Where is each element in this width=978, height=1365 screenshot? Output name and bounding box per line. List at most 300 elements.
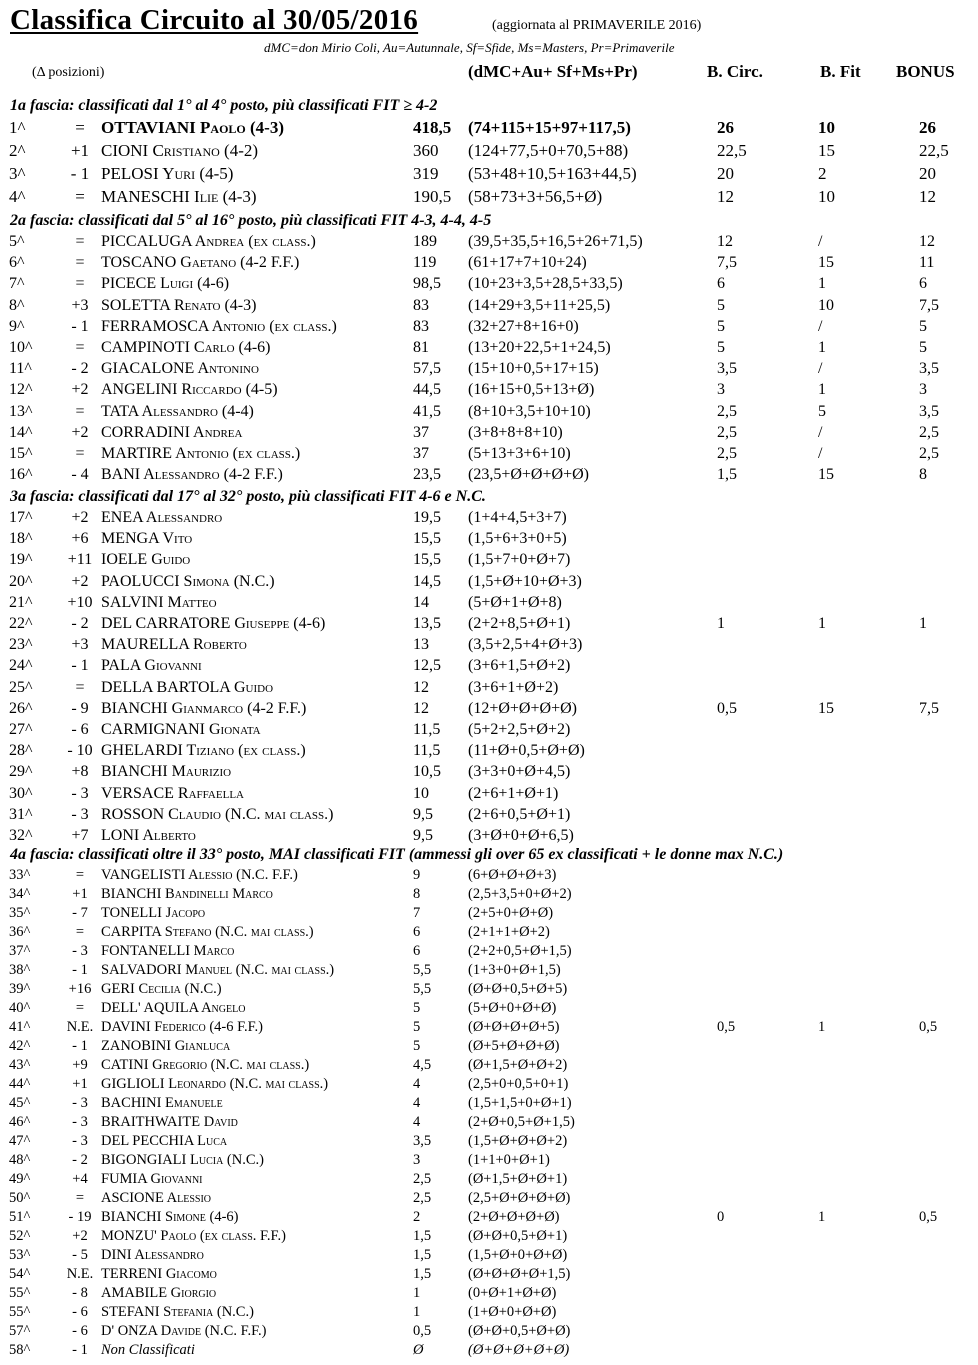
points-total: 83: [413, 296, 429, 314]
points-breakdown: (Ø+1,5+Ø+Ø+1): [468, 1171, 568, 1187]
points-total: 41,5: [413, 402, 441, 420]
bonus-circuito: 3,5: [717, 360, 737, 378]
rank-position: 58^: [9, 1342, 31, 1358]
rank-position: 19^: [9, 551, 33, 569]
band-heading: 1a fascia: classificati dal 1° al 4° posto, più classificati FIT ≥ 4-2: [10, 97, 438, 114]
points-total: 2,5: [413, 1190, 432, 1206]
position-change: =: [75, 445, 85, 462]
points-total: 12: [413, 699, 429, 717]
points-total: 13: [413, 636, 429, 654]
position-change: - 1: [70, 164, 90, 183]
bonus-value: 1: [919, 615, 927, 632]
points-breakdown: (1,5+Ø+Ø+Ø+2): [468, 1133, 568, 1149]
player-name: TOSCANO Gaetano (4-2 F.F.): [101, 254, 300, 272]
points-breakdown: (6+Ø+Ø+Ø+3): [468, 867, 557, 883]
band-heading: 3a fascia: classificati dal 17° al 32° posto, più classificati FIT 4-6 e N.C.: [10, 488, 486, 505]
column-header-delta: (Δ posizioni): [32, 65, 105, 80]
points-total: 418,5: [413, 118, 452, 137]
table-row: [0, 657, 978, 678]
points-total: 11,5: [413, 742, 441, 760]
player-name: CORRADINI Andrea: [101, 423, 243, 441]
bonus-fit: 1: [818, 1019, 826, 1035]
rank-position: 55^: [9, 1285, 31, 1301]
points-total: 9,5: [413, 805, 433, 823]
rank-position: 14^: [9, 423, 33, 441]
rank-position: 18^: [9, 530, 33, 548]
bonus-value: 3: [919, 381, 927, 399]
player-name: ENEA Alessandro: [101, 509, 223, 526]
rank-position: 46^: [9, 1114, 31, 1130]
bonus-fit: 1: [818, 275, 826, 293]
position-change: =: [75, 402, 85, 420]
player-name: VERSACE Raffaella: [101, 784, 244, 802]
rank-position: 28^: [9, 742, 33, 760]
points-breakdown: (3,5+2,5+4+Ø+3): [468, 636, 583, 654]
points-total: 12,5: [413, 657, 441, 675]
table-row: [0, 1057, 978, 1076]
page-subtitle: (aggiornata al PRIMAVERILE 2016): [492, 18, 702, 33]
table-row: [0, 164, 978, 187]
bonus-circuito: 1: [717, 615, 725, 632]
points-total: Ø: [413, 1342, 424, 1358]
player-name: SOLETTA Renato (4-3): [101, 296, 257, 314]
table-row: [0, 445, 978, 466]
points-breakdown: (Ø+1,5+Ø+Ø+2): [468, 1057, 568, 1073]
bonus-fit: /: [818, 317, 823, 335]
position-change: =: [75, 1190, 85, 1206]
position-change: - 6: [72, 1304, 88, 1320]
rank-position: 2^: [9, 141, 26, 160]
player-name: FONTANELLI Marco: [101, 943, 235, 959]
player-name: CARMIGNANI Gionata: [101, 721, 261, 738]
points-breakdown: (23,5+Ø+Ø+Ø+Ø): [468, 466, 589, 484]
table-row: [0, 1171, 978, 1190]
points-breakdown: (61+17+7+10+24): [468, 254, 587, 272]
points-total: 2: [413, 1209, 421, 1225]
rank-position: 31^: [9, 805, 33, 823]
points-breakdown: (Ø+Ø+0,5+Ø+1): [468, 1228, 568, 1244]
points-total: 6: [413, 924, 421, 940]
position-change: +6: [71, 530, 89, 548]
points-total: 5: [413, 1019, 421, 1035]
points-breakdown: (0+Ø+1+Ø+Ø): [468, 1285, 557, 1301]
rank-position: 44^: [9, 1076, 31, 1092]
table-row: [0, 886, 978, 905]
points-breakdown: (2+Ø+Ø+Ø+Ø): [468, 1209, 560, 1225]
points-breakdown: (3+3+0+Ø+4,5): [468, 763, 571, 781]
rank-position: 26^: [9, 699, 33, 717]
points-total: 10: [413, 784, 429, 802]
table-row: [0, 827, 978, 848]
bonus-value: 2,5: [919, 445, 939, 462]
table-row: [0, 679, 978, 700]
position-change: - 3: [71, 805, 89, 823]
points-breakdown: (11+Ø+0,5+Ø+Ø): [468, 742, 585, 760]
table-row: [0, 1304, 978, 1323]
rank-position: 35^: [9, 905, 31, 921]
rank-position: 4^: [9, 187, 26, 206]
points-breakdown: (1+3+0+Ø+1,5): [468, 962, 561, 978]
table-row: [0, 615, 978, 636]
player-name: PALA Giovanni: [101, 657, 202, 675]
table-row: [0, 403, 978, 424]
points-breakdown: (5+2+2,5+Ø+2): [468, 721, 571, 738]
points-breakdown: (3+6+1+Ø+2): [468, 678, 559, 696]
rank-position: 10^: [9, 339, 33, 356]
points-total: 6: [413, 943, 421, 959]
bonus-value: 3,5: [919, 360, 939, 378]
points-total: 3: [413, 1152, 421, 1168]
player-name: MARTIRE Antonio (ex class.): [101, 445, 301, 462]
player-name: GHELARDI Tiziano (ex class.): [101, 742, 306, 760]
bonus-circuito: 2,5: [717, 423, 737, 441]
position-change: +1: [70, 141, 90, 160]
rank-position: 29^: [9, 763, 33, 781]
player-name: ROSSON Claudio (N.C. mai class.): [101, 805, 334, 823]
points-total: 5,5: [413, 981, 432, 997]
rank-position: 5^: [9, 233, 25, 250]
points-breakdown: (Ø+5+Ø+Ø+Ø): [468, 1038, 560, 1054]
rank-position: 25^: [9, 678, 33, 696]
player-name: GIACALONE Antonino: [101, 360, 259, 378]
position-change: - 8: [72, 1285, 88, 1301]
bonus-value: 12: [919, 187, 936, 206]
position-change: - 7: [72, 905, 88, 921]
points-breakdown: (58+73+3+56,5+Ø): [468, 187, 603, 206]
points-breakdown: (3+6+1,5+Ø+2): [468, 657, 571, 675]
rank-position: 48^: [9, 1152, 31, 1168]
points-total: 37: [413, 423, 429, 441]
table-row: [0, 551, 978, 572]
rank-position: 33^: [9, 867, 31, 883]
rank-position: 47^: [9, 1133, 31, 1149]
points-breakdown: (1+Ø+0+Ø+Ø): [468, 1304, 557, 1320]
player-name: PICECE Luigi (4-6): [101, 275, 230, 293]
points-breakdown: (15+10+0,5+17+15): [468, 360, 599, 378]
bonus-value: 3,5: [919, 402, 939, 420]
rank-position: 22^: [9, 615, 33, 632]
player-name: PAOLUCCI Simona (N.C.): [101, 572, 275, 590]
table-row: [0, 1095, 978, 1114]
points-breakdown: (53+48+10,5+163+44,5): [468, 164, 637, 183]
player-name: MAURELLA Roberto: [101, 636, 247, 654]
table-row: [0, 1114, 978, 1133]
position-change: =: [75, 118, 85, 137]
bonus-circuito: 12: [717, 233, 733, 250]
table-row: [0, 721, 978, 742]
player-name: ZANOBINI Gianluca: [101, 1038, 231, 1054]
table-row: [0, 381, 978, 402]
table-row: [0, 1019, 978, 1038]
table-row: [0, 187, 978, 210]
table-row: [0, 1152, 978, 1171]
bonus-circuito: 5: [717, 339, 725, 356]
points-total: 4: [413, 1114, 421, 1130]
table-row: [0, 339, 978, 360]
player-name: TERRENI Giacomo: [101, 1266, 217, 1282]
table-row: [0, 943, 978, 962]
rank-position: 21^: [9, 593, 33, 611]
table-row: [0, 1342, 978, 1361]
table-row: [0, 1228, 978, 1247]
rank-position: 40^: [9, 1000, 31, 1016]
position-change: =: [75, 254, 85, 272]
points-total: 1,5: [413, 1247, 432, 1263]
bonus-value: 7,5: [919, 296, 939, 314]
player-name: TONELLI Jacopo: [101, 905, 206, 921]
position-change: - 3: [72, 1095, 88, 1111]
points-total: 9,5: [413, 827, 433, 844]
points-total: 5: [413, 1000, 421, 1016]
table-row: [0, 763, 978, 784]
table-row: [0, 509, 978, 530]
bonus-circuito: 6: [717, 275, 725, 293]
rank-position: 24^: [9, 657, 33, 675]
points-breakdown: (3+8+8+8+10): [468, 423, 563, 441]
player-name: MENGA Vito: [101, 530, 193, 548]
points-total: 98,5: [413, 275, 441, 293]
rank-position: 23^: [9, 636, 33, 654]
band-heading: 4a fascia: classificati oltre il 33° posto, MAI classificati FIT (ammessi gli over 65 ex classificati + le donne max N.C.): [10, 846, 784, 863]
position-change: +4: [72, 1171, 88, 1187]
rank-position: 51^: [9, 1209, 31, 1225]
points-total: 15,5: [413, 551, 441, 569]
table-row: [0, 118, 978, 141]
bonus-value: 7,5: [919, 699, 939, 717]
points-breakdown: (2+1+1+Ø+2): [468, 924, 550, 940]
position-change: +7: [71, 827, 89, 844]
player-name: GERI Cecilia (N.C.): [101, 981, 222, 997]
points-total: 5: [413, 1038, 421, 1054]
points-total: 81: [413, 339, 429, 356]
points-total: 12: [413, 678, 429, 696]
points-breakdown: (1,5+1,5+0+Ø+1): [468, 1095, 572, 1111]
points-total: 14: [413, 593, 429, 611]
points-breakdown: (12+Ø+Ø+Ø+Ø): [468, 699, 577, 717]
points-breakdown: (2+2+0,5+Ø+1,5): [468, 943, 572, 959]
points-total: 15,5: [413, 530, 441, 548]
bonus-circuito: 0,5: [717, 699, 737, 717]
player-name: DEL PECCHIA Luca: [101, 1133, 228, 1149]
bonus-circuito: 2,5: [717, 445, 737, 462]
position-change: +2: [71, 509, 89, 526]
position-change: +1: [72, 1076, 88, 1092]
bonus-circuito: 3: [717, 381, 725, 399]
rank-position: 57^: [9, 1323, 31, 1339]
rank-position: 16^: [9, 466, 33, 484]
table-row: [0, 275, 978, 296]
points-total: 1,5: [413, 1228, 432, 1244]
table-row: [0, 1038, 978, 1057]
player-name: STEFANI Stefania (N.C.): [101, 1304, 254, 1320]
player-name: BIANCHI Simone (4-6): [101, 1209, 239, 1225]
player-name: IOELE Guido: [101, 551, 191, 569]
points-total: 8: [413, 886, 421, 902]
bonus-fit: 15: [818, 141, 835, 160]
player-name: TATA Alessandro (4-4): [101, 402, 254, 420]
bonus-value: 11: [919, 254, 935, 272]
bonus-value: 26: [919, 118, 936, 137]
points-breakdown: (2+5+0+Ø+Ø): [468, 905, 554, 921]
bonus-value: 5: [919, 317, 927, 335]
table-row: [0, 1209, 978, 1228]
position-change: +10: [67, 593, 93, 611]
points-breakdown: (1+4+4,5+3+7): [468, 509, 567, 526]
rank-position: 37^: [9, 943, 31, 959]
table-row: [0, 1266, 978, 1285]
rank-position: 53^: [9, 1247, 31, 1263]
rank-position: 30^: [9, 784, 33, 802]
bonus-fit: 10: [818, 296, 834, 314]
position-change: - 3: [71, 784, 89, 802]
rank-position: 42^: [9, 1038, 31, 1054]
table-row: [0, 1190, 978, 1209]
position-change: - 2: [71, 615, 89, 632]
table-row: [0, 594, 978, 615]
bonus-circuito: 20: [717, 164, 734, 183]
rank-position: 1^: [9, 118, 26, 137]
points-breakdown: (13+20+22,5+1+24,5): [468, 339, 611, 356]
bonus-value: 8: [919, 466, 927, 484]
table-row: [0, 785, 978, 806]
points-breakdown: (2+2+8,5+Ø+1): [468, 615, 571, 632]
points-total: 57,5: [413, 360, 441, 378]
table-row: [0, 636, 978, 657]
points-total: 4: [413, 1095, 421, 1111]
rank-position: 45^: [9, 1095, 31, 1111]
position-change: +2: [72, 1228, 88, 1244]
rank-position: 13^: [9, 402, 33, 420]
rank-position: 36^: [9, 924, 31, 940]
position-change: +2: [71, 423, 89, 441]
points-breakdown: (Ø+Ø+Ø+Ø+Ø): [468, 1342, 570, 1358]
bonus-circuito: 7,5: [717, 254, 737, 272]
points-total: 11,5: [413, 721, 441, 738]
rank-position: 20^: [9, 572, 33, 590]
player-name: CIONI Cristiano (4-2): [101, 141, 259, 160]
bonus-fit: 10: [818, 118, 835, 137]
player-name: DEL CARRATORE Giuseppe (4-6): [101, 615, 326, 632]
table-row: [0, 700, 978, 721]
rank-position: 34^: [9, 886, 31, 902]
position-change: - 3: [72, 943, 88, 959]
table-row: [0, 530, 978, 551]
player-name: BIANCHI Gianmarco (4-2 F.F.): [101, 699, 307, 717]
player-name: CATINI Gregorio (N.C. mai class.): [101, 1057, 310, 1073]
abbreviation-legend: dMC=don Mirio Coli, Au=Autunnale, Sf=Sfide, Ms=Masters, Pr=Primaverile: [264, 40, 675, 55]
points-total: 83: [413, 317, 429, 335]
rank-position: 12^: [9, 381, 33, 399]
rank-position: 50^: [9, 1190, 31, 1206]
player-name: PICCALUGA Andrea (ex class.): [101, 233, 316, 250]
player-name: DAVINI Federico (4-6 F.F.): [101, 1019, 263, 1035]
points-total: 23,5: [413, 466, 441, 484]
player-name: CARPITA Stefano (N.C. mai class.): [101, 924, 314, 940]
position-change: +11: [67, 551, 93, 569]
points-breakdown: (1,5+7+0+Ø+7): [468, 551, 571, 569]
rank-position: 6^: [9, 254, 25, 272]
rank-position: 9^: [9, 317, 25, 335]
column-header-bonus-fit: B. Fit: [820, 62, 861, 81]
bonus-circuito: 2,5: [717, 402, 737, 420]
points-breakdown: (16+15+0,5+13+Ø): [468, 381, 595, 399]
bonus-value: 22,5: [919, 141, 949, 160]
bonus-fit: 2: [818, 164, 827, 183]
player-name: ANGELINI Riccardo (4-5): [101, 381, 278, 399]
points-total: 189: [413, 233, 437, 250]
points-breakdown: (124+77,5+0+70,5+88): [468, 141, 629, 160]
position-change: N.E.: [66, 1266, 94, 1282]
points-total: 14,5: [413, 572, 441, 590]
bonus-fit: /: [818, 423, 823, 441]
band-heading: 2a fascia: classificati dal 5° al 16° posto, più classificati FIT 4-3, 4-4, 4-5: [10, 212, 492, 229]
table-row: [0, 141, 978, 164]
bonus-fit: 5: [818, 402, 826, 420]
points-breakdown: (8+10+3,5+10+10): [468, 402, 591, 420]
table-row: [0, 1247, 978, 1266]
bonus-circuito: 5: [717, 296, 725, 314]
player-name: MANESCHI Ilie (4-3): [101, 187, 257, 206]
position-change: - 5: [72, 1247, 88, 1263]
points-breakdown: (Ø+Ø+Ø+Ø+5): [468, 1019, 560, 1035]
player-name: BANI Alessandro (4-2 F.F.): [101, 466, 283, 484]
points-breakdown: (2,5+3,5+0+Ø+2): [468, 886, 572, 902]
points-total: 7: [413, 905, 421, 921]
table-row: [0, 981, 978, 1000]
position-change: +9: [72, 1057, 88, 1073]
table-row: [0, 924, 978, 943]
bonus-fit: 15: [818, 254, 834, 272]
points-total: 2,5: [413, 1171, 432, 1187]
points-total: 19,5: [413, 509, 441, 526]
position-change: - 1: [71, 317, 89, 335]
rank-position: 54^: [9, 1266, 31, 1282]
table-row: [0, 233, 978, 254]
bonus-circuito: 1,5: [717, 466, 737, 484]
rank-position: 3^: [9, 164, 26, 183]
points-breakdown: (39,5+35,5+16,5+26+71,5): [468, 233, 643, 250]
points-breakdown: (10+23+3,5+28,5+33,5): [468, 275, 623, 293]
position-change: =: [75, 339, 85, 356]
points-total: 10,5: [413, 763, 441, 781]
bonus-fit: 1: [818, 1209, 826, 1225]
player-name: SALVINI Matteo: [101, 593, 217, 611]
position-change: - 6: [72, 1323, 88, 1339]
points-total: 319: [413, 164, 439, 183]
player-name: OTTAVIANI Paolo (4-3): [101, 118, 284, 137]
bonus-value: 0,5: [919, 1209, 938, 1225]
player-name: PELOSI Yuri (4-5): [101, 164, 234, 183]
table-row: [0, 905, 978, 924]
bonus-circuito: 26: [717, 118, 734, 137]
points-breakdown: (5+13+3+6+10): [468, 445, 571, 462]
player-name: GIGLIOLI Leonardo (N.C. mai class.): [101, 1076, 329, 1092]
player-name: BIANCHI Bandinelli Marco: [101, 886, 273, 902]
position-change: =: [75, 678, 85, 696]
rank-position: 38^: [9, 962, 31, 978]
column-header-formula: (dMC+Au+ Sf+Ms+Pr): [468, 62, 638, 81]
bonus-fit: /: [818, 360, 823, 378]
bonus-value: 20: [919, 164, 936, 183]
player-name: BRAITHWAITE David: [101, 1114, 238, 1130]
player-name: FERRAMOSCA Antonio (ex class.): [101, 317, 337, 335]
points-breakdown: (2,5+Ø+Ø+Ø+Ø): [468, 1190, 571, 1206]
player-name: CAMPINOTI Carlo (4-6): [101, 339, 271, 356]
bonus-fit: /: [818, 445, 823, 462]
position-change: +16: [68, 981, 92, 997]
rank-position: 17^: [9, 509, 33, 526]
position-change: - 6: [71, 721, 89, 738]
